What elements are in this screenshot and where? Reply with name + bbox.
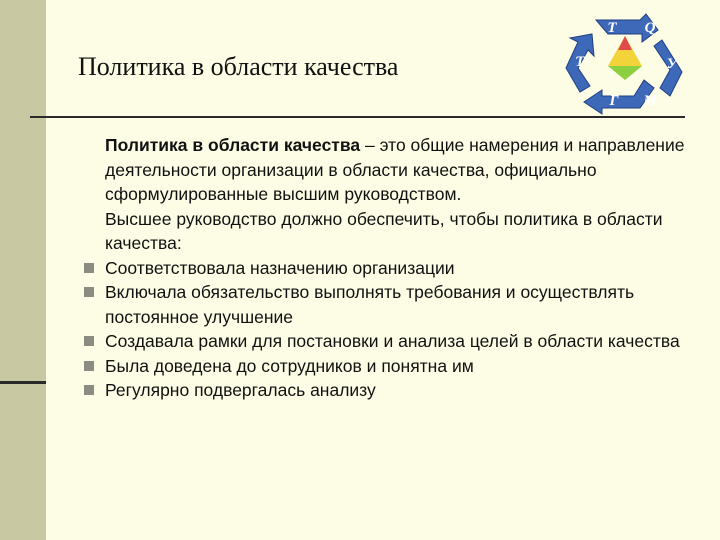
list-item: Включала обязательство выполнять требования и осуществлять постоянное улучшение [84, 280, 694, 329]
slide-body [84, 133, 694, 403]
left-sidebar-bar [0, 0, 46, 540]
square-bullet-icon [84, 263, 94, 273]
definition-term: Политика в области качества [105, 135, 361, 155]
logo-letter-g: Г [609, 93, 619, 109]
intro-paragraph: Высшее руководство должно обеспечить, чтобы политика в области качества: [105, 208, 663, 253]
slide-title: Политика в области качества [78, 52, 399, 81]
sidebar-divider [0, 381, 46, 384]
requirements-list [84, 256, 694, 403]
logo-letter-q: Q [644, 20, 656, 36]
list-item: Регулярно подвергалась анализу [84, 378, 694, 403]
definition-paragraph [84, 133, 694, 207]
title-rule [30, 116, 685, 118]
logo-letter-left: Ƭ [575, 54, 585, 70]
definition-text: – это общие намерения и направление деятельности организации в области качества, официально сформулированные высшим руководством. [105, 135, 685, 204]
list-item: Соответствовала назначению организации [84, 256, 694, 281]
list-item: Создавала рамки для постановки и анализа целей в области качества [84, 329, 694, 354]
logo-letter-m: М [643, 93, 657, 109]
square-bullet-icon [84, 336, 94, 346]
square-bullet-icon [84, 287, 94, 297]
logo-letter-u: У [666, 56, 678, 72]
square-bullet-icon [84, 361, 94, 371]
quality-logo [562, 10, 688, 115]
logo-letter-t: Т [607, 20, 617, 36]
list-item: Была доведена до сотрудников и понятна им [84, 354, 694, 379]
square-bullet-icon [84, 385, 94, 395]
